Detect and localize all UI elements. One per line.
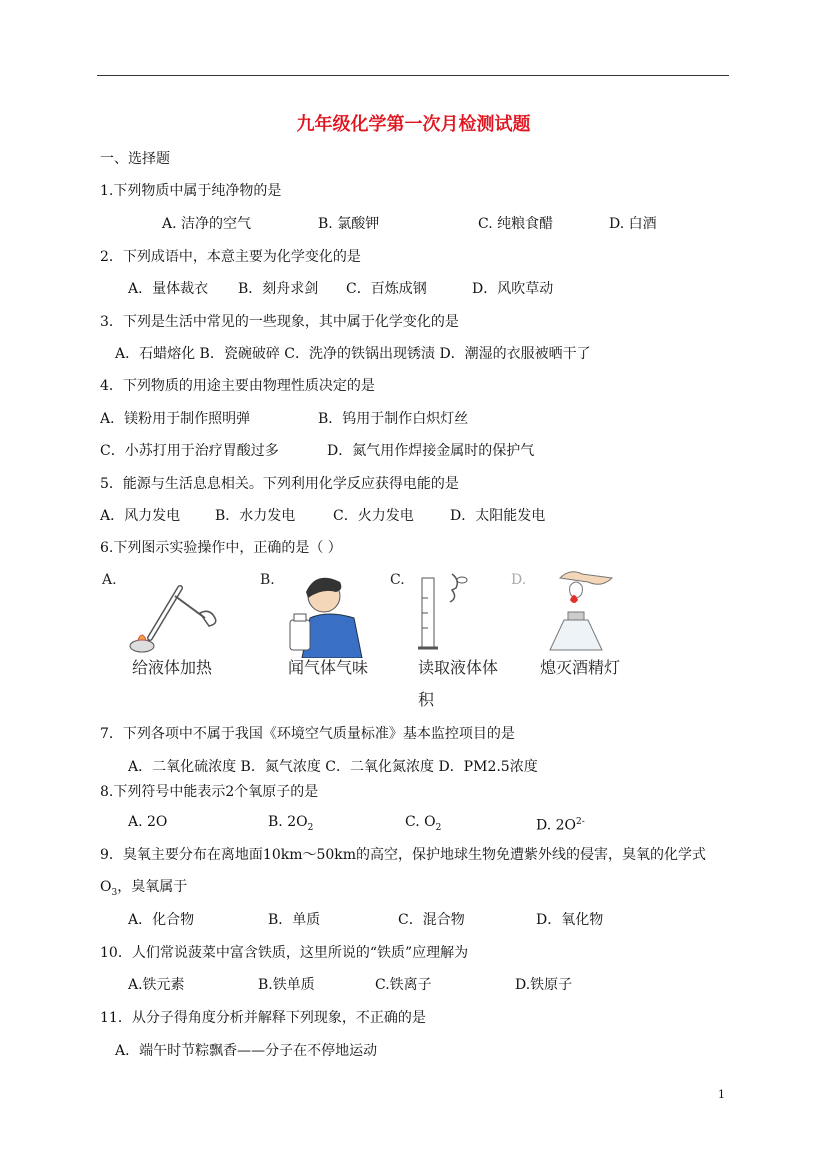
q4-option-a: A．镁粉用于制作照明弹 bbox=[100, 411, 251, 427]
q10-stem: 10．人们常说菠菜中富含铁质，这里所说的“铁质”应理解为 bbox=[100, 945, 469, 961]
q10-option-c: C.铁离子 bbox=[375, 977, 432, 993]
q4-option-c: C．小苏打用于治疗胃酸过多 bbox=[100, 443, 279, 459]
q4-option-b: B．钨用于制作白炽灯丝 bbox=[318, 411, 469, 427]
q9-stem-cont: $O_3$，臭氧属于 bbox=[100, 879, 188, 898]
q6-fig-b-letter: B. bbox=[260, 572, 275, 588]
q1-stem: 1.下列物质中属于纯净物的是 bbox=[100, 183, 282, 199]
q1-option-d: D. 白酒 bbox=[609, 216, 657, 232]
q5-option-a: A．风力发电 bbox=[100, 508, 181, 524]
q7-stem: 7．下列各项中不属于我国《环境空气质量标准》基本监控项目的是 bbox=[100, 726, 515, 742]
q2-option-b: B．刻舟求剑 bbox=[238, 281, 319, 297]
q6-stem: 6.下列图示实验操作中，正确的是（ ） bbox=[100, 540, 342, 556]
q5-stem: 5．能源与生活息息相关。下列利用化学反应获得电能的是 bbox=[100, 476, 459, 492]
q11-stem: 11．从分子得角度分析并解释下列现象，不正确的是 bbox=[100, 1010, 426, 1026]
q5-option-c: C．火力发电 bbox=[333, 508, 414, 524]
q4-option-d: D．氮气用作焊接金属时的保护气 bbox=[327, 443, 535, 459]
q1-option-c: C. 纯粮食醋 bbox=[478, 216, 554, 232]
q6-fig-a-letter: A. bbox=[102, 572, 117, 588]
q2-option-c: C．百炼成钢 bbox=[346, 281, 427, 297]
q2-option-a: A．量体裁衣 bbox=[128, 281, 209, 297]
q6-fig-c-letter: C. bbox=[390, 572, 405, 588]
q9-stem: 9．臭氧主要分布在离地面10km～50km的高空，保护地球生物免遭紫外线的侵害，臭氧的化学式 bbox=[100, 847, 707, 863]
q8-option-d: D. $2O^{2-}$ bbox=[536, 817, 585, 834]
q3-stem: 3．下列是生活中常见的一些现象，其中属于化学变化的是 bbox=[100, 314, 459, 330]
q9-option-b: B．单质 bbox=[268, 912, 321, 928]
q6-fig-a-label: 给液体加热 bbox=[132, 658, 213, 677]
heating-liquid-figure bbox=[120, 568, 240, 658]
q5-option-b: B．水力发电 bbox=[215, 508, 296, 524]
q10-option-a: A.铁元素 bbox=[128, 977, 185, 993]
q1-option-a: A. 洁净的空气 bbox=[162, 216, 252, 232]
smelling-gas-figure bbox=[282, 568, 402, 658]
q10-option-b: B.铁单质 bbox=[258, 977, 315, 993]
q8-option-a: A. 2O bbox=[128, 814, 168, 830]
q9-option-c: C．混合物 bbox=[398, 912, 465, 928]
q1-option-b: B. 氯酸钾 bbox=[318, 216, 380, 232]
q11-option-a: A．端午时节粽飘香——分子在不停地运动 bbox=[115, 1043, 378, 1059]
page-number: 1 bbox=[718, 1088, 725, 1101]
q9-option-a: A．化合物 bbox=[128, 912, 195, 928]
q6-fig-c-label: 读取液体体 bbox=[418, 658, 499, 677]
q2-stem: 2．下列成语中，本意主要为化学变化的是 bbox=[100, 249, 361, 265]
q5-option-d: D．太阳能发电 bbox=[450, 508, 546, 524]
header-rule bbox=[97, 75, 729, 76]
extinguishing-lamp-figure bbox=[530, 568, 650, 658]
q6-fig-c-label-cont: 积 bbox=[418, 690, 435, 709]
q3-options: A．石蜡熔化 B．瓷碗破碎 C．洗净的铁锅出现锈渍 D．潮湿的衣服被晒干了 bbox=[115, 346, 591, 362]
q8-option-b: B. $2O_2$ bbox=[268, 814, 314, 833]
q6-fig-d-label: 熄灭酒精灯 bbox=[540, 658, 621, 677]
q9-option-d: D．氧化物 bbox=[536, 912, 604, 928]
q10-option-d: D.铁原子 bbox=[515, 977, 573, 993]
section-heading: 一、选择题 bbox=[100, 151, 170, 167]
q6-fig-d-letter: D. bbox=[511, 572, 527, 588]
q8-stem: 8.下列符号中能表示2个氧原子的是 bbox=[100, 784, 319, 800]
q8-option-c: C. $O_2$ bbox=[405, 814, 442, 833]
page-title: 九年级化学第一次月检测试题 bbox=[296, 114, 531, 135]
q6-fig-b-label: 闻气体气味 bbox=[288, 658, 369, 677]
q2-option-d: D．风吹草动 bbox=[472, 281, 554, 297]
q7-options: A．二氧化硫浓度 B．氮气浓度 C．二氧化氮浓度 D．PM2.5浓度 bbox=[128, 759, 538, 775]
q4-stem: 4．下列物质的用途主要由物理性质决定的是 bbox=[100, 378, 375, 394]
